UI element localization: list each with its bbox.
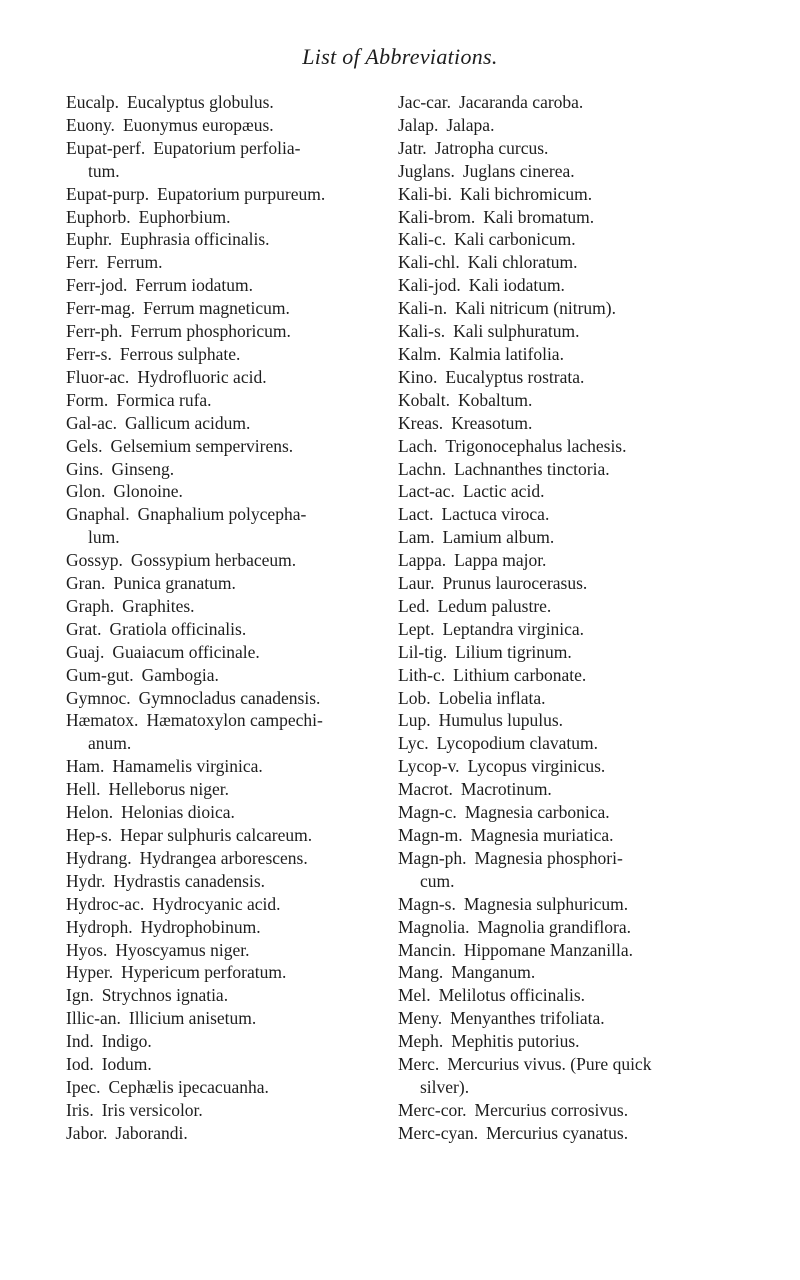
abbreviation-entry [66,778,384,801]
abbreviation-entry [398,664,733,687]
full-name: Lycopus virginicus. [467,756,606,777]
abbreviation: Illic-an. [66,1008,121,1029]
abbreviation: Merc-cyan. [398,1122,479,1143]
abbreviation: Magnolia. [398,916,470,937]
abbreviation-entry [66,435,384,458]
abbreviation: Kalm. [398,343,442,364]
abbreviation-entry [398,114,733,137]
full-name: Kali carbonicum. [454,229,576,250]
abbreviation: Kali-bi. [398,183,452,204]
full-name: Lithium carbonate. [453,664,587,685]
full-name: Jacaranda caroba. [458,92,584,112]
abbreviation: Jabor. [66,1122,108,1143]
full-name: Hydrocyanic acid. [152,893,281,914]
full-name: Hydrangea arborescens. [139,847,308,868]
abbreviation-entry [398,412,733,435]
abbreviation: Hæmatox. [66,710,139,731]
abbreviation-entry [398,755,733,778]
abbreviation-entry [398,916,733,939]
abbreviation: Eupat-perf. [66,137,146,158]
abbreviation-entry [66,480,384,503]
full-name: Lachnanthes tinctoria. [454,458,610,479]
abbreviation-entry [66,824,384,847]
abbreviation-entry [66,916,384,939]
abbreviation-entry [66,251,384,274]
full-name: Gratiola officinalis. [109,618,247,639]
abbreviation: Kali-jod. [398,275,461,296]
abbreviation-entry [66,984,384,1007]
abbreviation-entry [66,641,384,664]
full-name: Leptandra virginica. [442,618,585,639]
abbreviation: Gels. [66,435,103,456]
abbreviation-entry [398,687,733,710]
full-name: Mephitis putorius. [451,1031,580,1052]
full-name: Manganum. [451,962,536,983]
abbreviation: Hydroph. [66,916,133,937]
abbreviation-entry [66,366,384,389]
abbreviation-entry [66,961,384,984]
abbreviation-entry [66,549,384,572]
abbreviation: Lob. [398,687,431,708]
full-name: Gallicum acidum. [125,412,251,433]
abbreviation-entry [398,1099,733,1122]
abbreviation-entry [66,503,384,549]
full-name: Lactuca viroca. [441,504,550,525]
abbreviation-entry [398,458,733,481]
full-name: Mercurius cyanatus. [486,1122,629,1143]
full-name: Kali chloratum. [467,252,578,273]
abbreviation: Ipec. [66,1076,101,1097]
abbreviation: Magn-c. [398,802,457,823]
full-name: Lycopodium clavatum. [436,733,598,754]
abbreviation-entry [66,755,384,778]
full-name: Eupatorium perfolia- tum. [88,137,301,181]
abbreviation-entry [398,778,733,801]
abbreviation: Lycop-v. [398,756,460,777]
abbreviation-entry [66,183,384,206]
full-name: Helonias dioica. [121,802,235,823]
full-name: Glonoine. [113,481,183,502]
abbreviation-entry [66,297,384,320]
full-name: Magnolia grandiflora. [477,916,632,937]
full-name: Magnesia muriatica. [470,825,614,845]
full-name: Illicium anisetum. [128,1008,257,1029]
abbreviation-entry [66,228,384,251]
abbreviation-entry [66,1122,384,1145]
abbreviation: Jatr. [398,137,427,158]
full-name: Kreasotum. [451,412,533,433]
full-name: Ferrum phosphoricum. [130,321,291,342]
abbreviation-entry [66,137,384,183]
full-name: Kali iodatum. [468,275,565,296]
abbreviation: Gossyp. [66,550,123,571]
abbreviation: Hydr. [66,870,106,891]
abbreviation-entry [398,343,733,366]
abbreviation: Hydrang. [66,847,132,868]
abbreviation: Magn-ph. [398,847,467,868]
full-name: Lactic acid. [462,481,545,502]
full-name: Lamium album. [442,527,555,548]
full-name: Eucalyptus globulus. [126,92,274,112]
abbreviation: Jalap. [398,114,439,135]
abbreviation-entry [398,939,733,962]
abbreviation-entry [398,366,733,389]
abbreviation-entry [66,343,384,366]
full-name: Mercurius vivus. (Pure quick silver). [420,1054,652,1097]
abbreviation: Ind. [66,1031,94,1052]
abbreviation: Merc. [398,1054,440,1075]
full-name: Gelsemium sempervirens. [110,435,294,456]
full-name: Magnesia phosphori- cum. [420,847,623,891]
abbreviation-entry [398,480,733,503]
left-column [66,91,384,1145]
abbreviation: Juglans. [398,160,455,181]
abbreviation-entry [66,458,384,481]
full-name: Mercurius corrosivus. [474,1099,629,1120]
abbreviation: Laur. [398,573,435,594]
abbreviation: Lept. [398,618,435,639]
abbreviation-entry [66,801,384,824]
abbreviation: Kreas. [398,412,444,433]
full-name: Hyoscyamus niger. [115,939,250,960]
abbreviation-entry [66,939,384,962]
abbreviation-entry [398,206,733,229]
full-name: Menyanthes trifoliata. [450,1008,605,1029]
abbreviation-entry [398,847,733,893]
full-name: Jaborandi. [115,1122,188,1143]
abbreviation-entry [66,412,384,435]
full-name: Euphorbium. [138,206,231,227]
full-name: Melilotus officinalis. [438,985,586,1006]
abbreviation: Lachn. [398,458,447,479]
full-name: Juglans cinerea. [462,160,575,181]
abbreviation-entry [398,435,733,458]
abbreviation: Kobalt. [398,389,451,410]
abbreviation: Grat. [66,618,102,639]
full-name: Macrotinum. [460,779,552,800]
full-name: Ferrum magneticum. [143,298,290,319]
abbreviation-entry [66,114,384,137]
abbreviation: Euphr. [66,229,113,250]
full-name: Prunus laurocerasus. [442,573,588,594]
full-name: Ginseng. [111,458,175,479]
full-name: Magnesia sulphuricum. [463,893,629,914]
abbreviation-entry [398,595,733,618]
full-name: Gnaphalium polycepha- lum. [88,504,307,548]
abbreviation-entry [66,1007,384,1030]
abbreviation-entry [398,893,733,916]
abbreviation-entry [398,618,733,641]
full-name: Hippomane Manzanilla. [463,939,633,960]
abbreviation-entry [398,389,733,412]
full-name: Hamamelis virginica. [112,756,263,777]
abbreviation: Lyc. [398,733,429,754]
abbreviation: Euony. [66,114,115,135]
abbreviation-entry [398,549,733,572]
full-name: Lilium tigrinum. [455,641,572,662]
abbreviation: Hyos. [66,939,108,960]
abbreviation: Kali-s. [398,321,446,342]
full-name: Kali bichromicum. [459,183,593,204]
full-name: Ledum palustre. [437,595,552,616]
abbreviation: Ferr-ph. [66,321,123,342]
abbreviation-entry [66,847,384,870]
abbreviation: Gins. [66,458,104,479]
abbreviation: Lup. [398,710,431,731]
abbreviation-entry [66,1099,384,1122]
abbreviation: Kali-brom. [398,206,476,227]
abbreviation-entry [398,732,733,755]
abbreviation: Helon. [66,802,114,823]
abbreviation-entry [66,893,384,916]
abbreviation-entry [66,572,384,595]
abbreviation: Hyper. [66,962,114,983]
abbreviation-entry [398,572,733,595]
full-name: Kali sulphuratum. [453,321,580,342]
abbreviation-entry [398,297,733,320]
abbreviation-entry [398,1122,733,1145]
page-title: List of Abbreviations. [302,44,498,69]
abbreviation-entry [398,801,733,824]
right-column [398,91,733,1145]
abbreviation-entry [66,274,384,297]
abbreviation: Hep-s. [66,825,113,845]
abbreviation-entry [398,984,733,1007]
abbreviation: Kali-chl. [398,252,460,273]
abbreviation-entry [398,228,733,251]
full-name: Hydrofluoric acid. [137,366,267,387]
abbreviation: Iod. [66,1054,94,1075]
abbreviation-entry [398,160,733,183]
full-name: Ferrous sulphate. [119,343,241,364]
abbreviation: Jac-car. [398,92,451,112]
abbreviation: Hell. [66,779,101,800]
full-name: Magnesia carbonica. [464,802,610,823]
full-name: Jalapa. [446,114,495,135]
abbreviation-entry [398,1030,733,1053]
abbreviation: Led. [398,595,430,616]
abbreviation: Meph. [398,1031,444,1052]
abbreviation-entry [398,183,733,206]
abbreviation-entry [398,526,733,549]
full-name: Hæmatoxylon campechi- anum. [88,710,323,754]
abbreviation: Lam. [398,527,435,548]
abbreviation: Eucalp. [66,92,119,112]
abbreviation: Ferr-jod. [66,275,128,296]
abbreviation: Macrot. [398,779,453,800]
abbreviation: Lappa. [398,550,447,571]
abbreviation: Graph. [66,595,115,616]
abbreviation-entry [66,389,384,412]
abbreviation-entry [398,274,733,297]
abbreviation-entry [66,206,384,229]
full-name: Kali bromatum. [483,206,595,227]
abbreviation-entry [398,641,733,664]
abbreviation: Lach. [398,435,438,456]
abbreviation-entry [66,1053,384,1076]
full-name: Ferrum iodatum. [135,275,253,296]
abbreviation: Gnaphal. [66,504,130,525]
full-name: Kobaltum. [458,389,533,410]
full-name: Strychnos ignatia. [101,985,229,1006]
abbreviation: Gum-gut. [66,664,134,685]
abbreviation: Lith-c. [398,664,446,685]
full-name: Iodum. [101,1054,152,1075]
abbreviation: Guaj. [66,641,105,662]
abbreviation: Kali-c. [398,229,447,250]
abbreviation: Fluor-ac. [66,366,130,387]
abbreviation-entry [66,709,384,755]
full-name: Jatropha curcus. [434,137,549,158]
abbreviation: Lact-ac. [398,481,455,502]
full-name: Hepar sulphuris calcareum. [120,825,313,845]
abbreviation: Euphorb. [66,206,131,227]
full-name: Hypericum perforatum. [121,962,287,983]
abbreviation-entry [398,320,733,343]
abbreviation-entry [398,137,733,160]
full-name: Guaiacum officinale. [112,641,260,662]
abbreviation: Gymnoc. [66,687,131,708]
abbreviation-entry [398,961,733,984]
abbreviation-entry [66,687,384,710]
abbreviation-entry [66,870,384,893]
abbreviation-entry [66,1076,384,1099]
abbreviation: Kino. [398,366,438,387]
full-name: Iris versicolor. [101,1099,203,1120]
abbreviation: Eupat-purp. [66,183,150,204]
abbreviation-entry [398,251,733,274]
abbreviation: Ign. [66,985,94,1006]
abbreviation-entry [66,595,384,618]
full-name: Ferrum. [106,252,163,273]
full-name: Graphites. [122,595,195,616]
abbreviation: Mang. [398,962,444,983]
abbreviation: Kali-n. [398,298,448,319]
full-name: Helleborus niger. [108,779,230,800]
abbreviation-entry [66,1030,384,1053]
abbreviation: Mancin. [398,939,456,960]
full-name: Humulus lupulus. [438,710,564,731]
abbreviation-entry [398,824,733,847]
full-name: Formica rufa. [116,389,212,410]
abbreviation-entry [398,503,733,526]
abbreviation: Merc-cor. [398,1099,467,1120]
abbreviation-entry [66,618,384,641]
full-name: Euonymus europæus. [122,114,274,135]
abbreviation: Glon. [66,481,106,502]
full-name: Gambogia. [141,664,219,685]
abbreviation: Meny. [398,1008,443,1029]
abbreviation: Lact. [398,504,434,525]
abbreviation: Ferr-s. [66,343,112,364]
abbreviation: Ferr-mag. [66,298,136,319]
abbreviation: Gal-ac. [66,412,118,433]
abbreviation: Lil-tig. [398,641,448,662]
abbreviation: Ferr. [66,252,99,273]
abbreviation-entry [66,320,384,343]
full-name: Indigo. [101,1031,152,1052]
full-name: Punica granatum. [113,573,236,594]
full-name: Euphrasia officinalis. [120,229,270,250]
full-name: Hydrophobinum. [140,916,261,937]
abbreviation: Magn-m. [398,825,463,845]
abbreviation-entry [398,1007,733,1030]
full-name: Lobelia inflata. [438,687,546,708]
abbreviation: Iris. [66,1099,94,1120]
full-name: Lappa major. [454,550,547,571]
full-name: Eucalyptus rostrata. [445,366,585,387]
full-name: Eupatorium purpureum. [157,183,326,204]
full-name: Trigonocephalus lachesis. [445,435,627,456]
abbreviation: Gran. [66,573,106,594]
abbreviation: Hydroc-ac. [66,893,145,914]
abbreviation-entry [398,1053,733,1099]
abbreviation: Magn-s. [398,893,456,914]
abbreviation: Mel. [398,985,431,1006]
full-name: Kalmia latifolia. [449,343,564,364]
full-name: Gossypium herbaceum. [130,550,297,571]
abbreviation-entry [66,664,384,687]
abbreviation: Form. [66,389,109,410]
full-name: Kali nitricum (nitrum). [455,298,616,319]
abbreviation-entry [398,91,733,114]
abbreviation: Ham. [66,756,105,777]
full-name: Hydrastis canadensis. [113,870,266,891]
full-name: Cephælis ipecacuanha. [108,1076,269,1097]
full-name: Gymnocladus canadensis. [138,687,321,708]
abbreviation-entry [398,709,733,732]
abbreviation-entry [66,91,384,114]
